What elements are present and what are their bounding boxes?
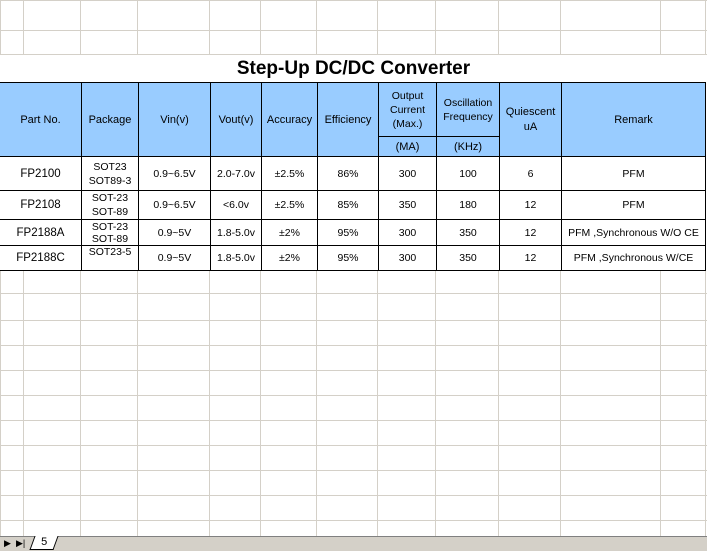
cell-package[interactable] xyxy=(82,246,139,271)
header-oscillation-unit[interactable]: (KHz) xyxy=(437,137,500,157)
cell-efficiency[interactable]: 95% xyxy=(318,246,379,271)
cell-package-line2: SOT-89 xyxy=(91,232,129,245)
cell-efficiency[interactable]: 85% xyxy=(318,191,379,220)
sheet-title: Step-Up DC/DC Converter xyxy=(0,55,707,83)
cell-current[interactable]: 300 xyxy=(379,220,437,246)
cell-remark[interactable]: PFM ,Synchronous W/O CE xyxy=(562,220,706,246)
cell-quiescent[interactable]: 12 xyxy=(500,246,562,271)
cell-vin[interactable]: 0.9~5V xyxy=(139,246,211,271)
header-oscillation-line2: Frequency xyxy=(443,110,493,123)
sheet-tab-bar xyxy=(0,536,707,551)
header-vout[interactable]: Vout(v) xyxy=(211,83,262,157)
cell-package-line1: SOT-23 xyxy=(91,220,129,233)
cell-package-line1: SOT23-5 xyxy=(88,246,132,258)
header-oscillation[interactable] xyxy=(437,83,500,137)
table-row xyxy=(0,191,706,220)
header-quiescent[interactable] xyxy=(500,83,562,157)
cell-freq[interactable]: 100 xyxy=(437,157,500,191)
cell-part[interactable]: FP2100 xyxy=(0,157,82,191)
cell-quiescent[interactable]: 12 xyxy=(500,220,562,246)
cell-package-line1: SOT23 xyxy=(93,160,127,173)
header-output-current-line1: Output xyxy=(391,89,424,102)
header-package[interactable]: Package xyxy=(82,83,139,157)
cell-package-line2: SOT89-3 xyxy=(88,174,132,187)
cell-accuracy[interactable]: ±2% xyxy=(262,220,318,246)
header-row xyxy=(0,83,706,137)
cell-freq[interactable]: 180 xyxy=(437,191,500,220)
header-accuracy[interactable]: Accuracy xyxy=(262,83,318,157)
cell-freq[interactable]: 350 xyxy=(437,220,500,246)
cell-package-line2: SOT-89 xyxy=(91,206,129,218)
header-output-current-line3: (Max.) xyxy=(392,117,423,130)
header-remark[interactable]: Remark xyxy=(562,83,706,157)
cell-remark[interactable]: PFM ,Synchronous W/CE xyxy=(562,246,706,271)
cell-accuracy[interactable]: ±2% xyxy=(262,246,318,271)
cell-current[interactable]: 350 xyxy=(379,191,437,220)
cell-part[interactable]: FP2188A xyxy=(0,220,82,246)
cell-vout[interactable]: <6.0v xyxy=(211,191,262,220)
cell-quiescent[interactable]: 12 xyxy=(500,191,562,220)
cell-part[interactable]: FP2108 xyxy=(0,191,82,220)
header-efficiency[interactable]: Efficiency xyxy=(318,83,379,157)
header-output-current[interactable] xyxy=(379,83,437,137)
table-row xyxy=(0,157,706,191)
header-quiescent-line2: uA xyxy=(523,120,538,133)
cell-freq[interactable]: 350 xyxy=(437,246,500,271)
cell-efficiency[interactable]: 86% xyxy=(318,157,379,191)
cell-efficiency[interactable]: 95% xyxy=(318,220,379,246)
cell-remark[interactable]: PFM xyxy=(562,157,706,191)
header-vin[interactable]: Vin(v) xyxy=(139,83,211,157)
table-row xyxy=(0,246,706,271)
cell-current[interactable]: 300 xyxy=(379,157,437,191)
cell-current[interactable]: 300 xyxy=(379,246,437,271)
sheet-tab-label: 5 xyxy=(41,536,48,548)
cell-remark[interactable]: PFM xyxy=(562,191,706,220)
cell-accuracy[interactable]: ±2.5% xyxy=(262,157,318,191)
header-quiescent-line1: Quiescent xyxy=(505,105,556,118)
header-oscillation-line1: Oscillation xyxy=(443,96,493,109)
header-part-no[interactable]: Part No. xyxy=(0,83,82,157)
cell-package[interactable] xyxy=(82,191,139,220)
header-output-current-line2: Current xyxy=(389,103,425,116)
cell-package[interactable] xyxy=(82,157,139,191)
cell-vout[interactable]: 2.0-7.0v xyxy=(211,157,262,191)
cell-vin[interactable]: 0.9~6.5V xyxy=(139,191,211,220)
header-output-current-unit[interactable]: (MA) xyxy=(379,137,437,157)
spec-table xyxy=(0,82,706,271)
cell-vout[interactable]: 1.8-5.0v xyxy=(211,220,262,246)
cell-vin[interactable]: 0.9~5V xyxy=(139,220,211,246)
cell-package[interactable] xyxy=(82,220,139,246)
cell-vin[interactable]: 0.9~6.5V xyxy=(139,157,211,191)
cell-vout[interactable]: 1.8-5.0v xyxy=(211,246,262,271)
next-sheet-icon[interactable]: ▶ xyxy=(4,538,11,548)
sheet-tab[interactable] xyxy=(29,536,58,550)
last-sheet-icon[interactable]: ▶| xyxy=(16,538,26,548)
cell-quiescent[interactable]: 6 xyxy=(500,157,562,191)
table-row xyxy=(0,220,706,246)
cell-part[interactable]: FP2188C xyxy=(0,246,82,271)
cell-accuracy[interactable]: ±2.5% xyxy=(262,191,318,220)
cell-package-line1: SOT-23 xyxy=(91,192,129,204)
